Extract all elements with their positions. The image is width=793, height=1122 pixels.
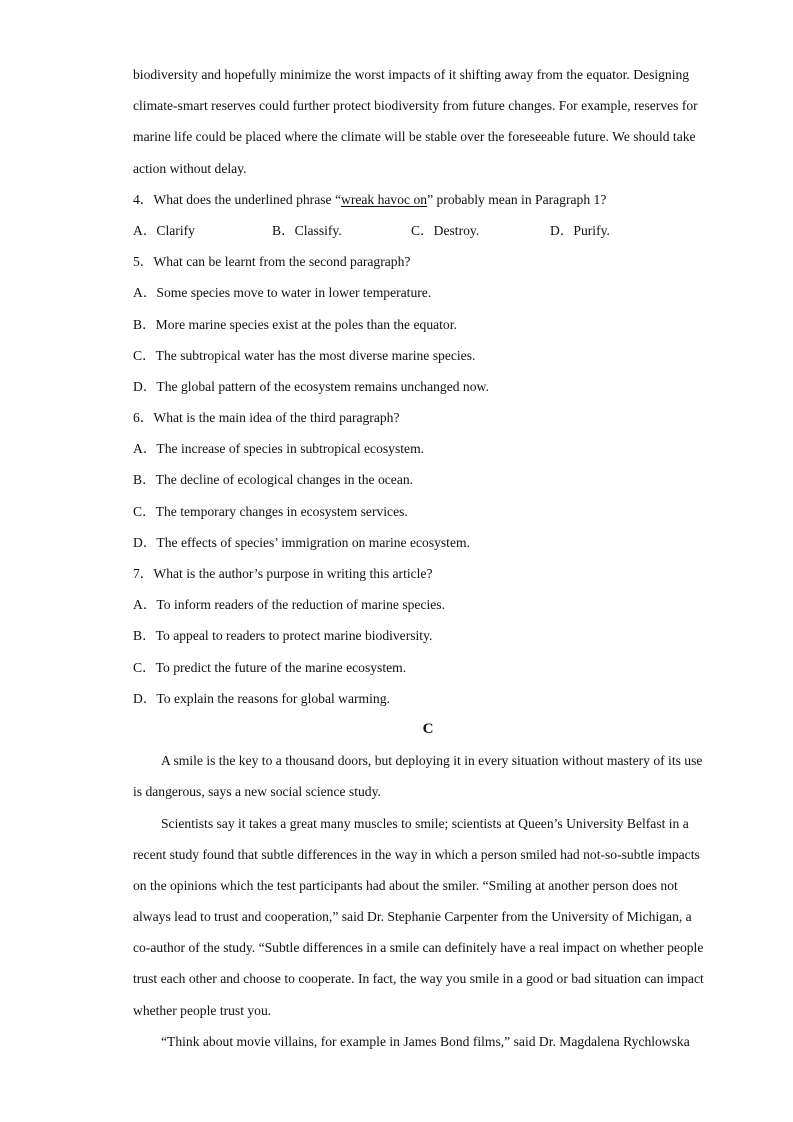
underlined-phrase: wreak havoc on [341,191,428,207]
text-line: biodiversity and hopefully minimize the worst impacts of it shifting away from the equator. Designing [133,67,690,82]
text-line: whether people trust you. [133,1002,272,1018]
question-5-stem: 5．What can be learnt from the second paragraph? [133,254,411,270]
option-a: A．To inform readers of the reduction of marine species. [133,597,445,613]
option-d: D．The global pattern of the ecosystem remains unchanged now. [133,378,489,394]
option-b: B．To appeal to readers to protect marine biodiversity. [133,628,433,644]
question-6 [133,402,723,558]
question-4-prefix: 4．What does the underlined phrase “ [133,191,341,207]
question-7 [133,558,723,714]
text-line: “Think about movie villains, for example in James Bond films,” said Dr. Magdalena Rychlowska [161,1033,690,1049]
passage-c-paragraph-2 [133,808,723,1026]
question-7-stem: 7．What is the author’s purpose in writing this article? [133,566,433,581]
option-a: A．Some species move to water in lower temperature. [133,285,432,301]
option-a: A．The increase of species in subtropical ecosystem. [133,441,425,457]
option-d: D．The effects of species’ immigration on marine ecosystem. [133,534,470,550]
document-page [133,59,723,1057]
option-c: C．The subtropical water has the most diverse marine species. [133,347,476,363]
option-c: C．To predict the future of the marine ecosystem. [133,659,407,675]
question-6-stem: 6．What is the main idea of the third paragraph? [133,410,400,426]
question-5 [133,246,723,402]
option-b: B．The decline of ecological changes in the ocean. [133,472,414,488]
passage-c-paragraph-1 [133,745,723,807]
text-line: Scientists say it takes a great many muscles to smile; scientists at Queen’s University Belfast in a [161,815,689,831]
option-c: C．Destroy. [411,222,480,238]
question-4 [133,184,723,246]
option-d: D．To explain the reasons for global warming. [133,690,390,706]
option-b: B．More marine species exist at the poles than the equator. [133,316,457,332]
text-line: marine life could be placed where the climate will be stable over the foreseeable future. We should take [133,129,696,145]
question-4-stem [133,184,723,215]
question-4-options [133,215,723,246]
option-a: A．Clarify [133,222,195,238]
passage-c-paragraph-3 [133,1026,723,1057]
text-line: co-author of the study. “Subtle differences in a smile can definitely have a real impact on whether people [133,940,704,956]
text-line: trust each other and choose to cooperate. In fact, the way you smile in a good or bad situation can impact [133,971,704,987]
section-c-heading: C [422,720,434,737]
text-line: always lead to trust and cooperation,” said Dr. Stephanie Carpenter from the University of Michigan, a [133,909,692,925]
option-c: C．The temporary changes in ecosystem services. [133,503,408,519]
question-4-suffix: ” probably mean in Paragraph 1? [427,191,607,207]
text-line: on the opinions which the test participants had about the smiler. “Smiling at another person does not [133,877,678,893]
text-line: action without delay. [133,160,247,176]
text-line: A smile is the key to a thousand doors, but deploying it in every situation without mastery of its use [161,753,703,769]
option-d: D．Purify. [550,222,610,238]
text-line: is dangerous, says a new social science study. [133,784,381,800]
text-line: climate-smart reserves could further protect biodiversity from future changes. For example, reserves for [133,98,698,114]
text-line: recent study found that subtle differences in the way in which a person smiled had not-so-subtle impacts [133,846,700,862]
intro-paragraph [133,59,723,184]
option-b: B．Classify. [272,222,342,238]
